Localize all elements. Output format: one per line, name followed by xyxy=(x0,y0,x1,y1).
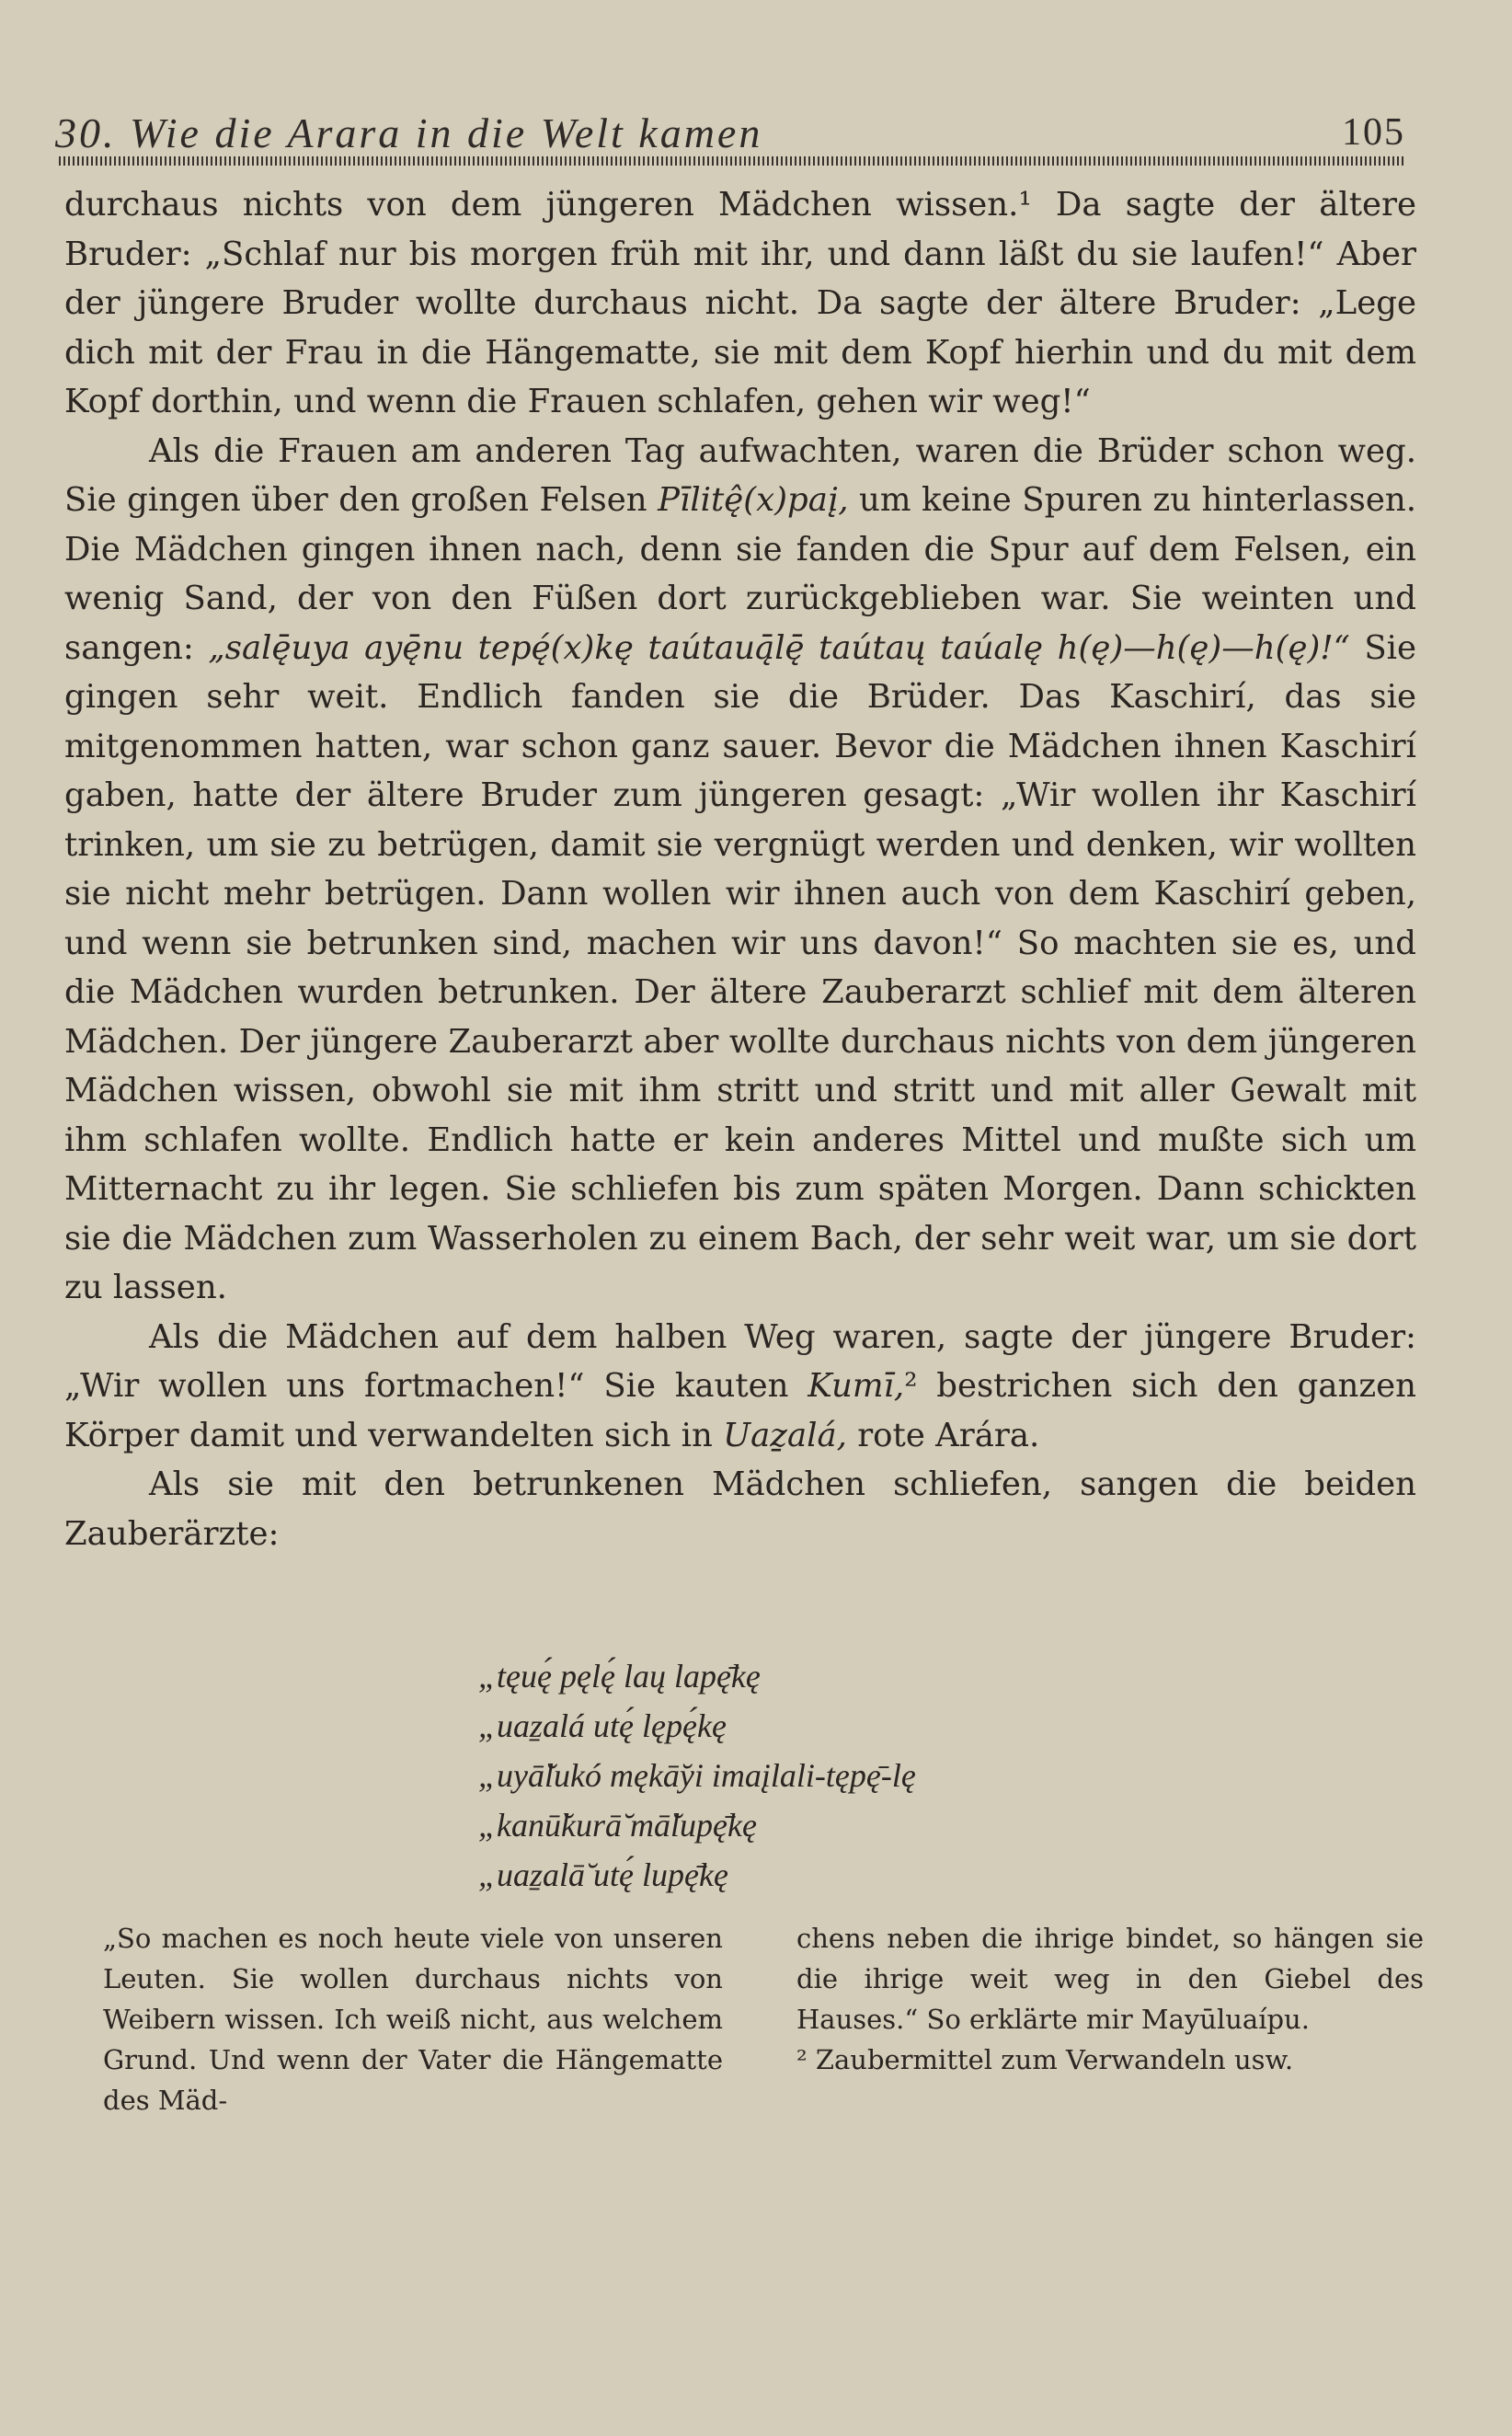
page-number: 105 xyxy=(1342,111,1405,154)
paragraph-2-text-a: Als die Frauen am anderen Tag aufwachten, waren die Brüder schon weg. Sie gingen über den großen Felsen xyxy=(64,431,1416,519)
footnote-1-part-1: „So machen es noch heute viele von unseren Leuten. Sie wollen durchaus nichts von Weibern wissen. Ich weiß nicht, aus welchem Grund. Und wenn der Vater die Hängematte des Mäd- xyxy=(103,1923,723,2116)
main-text xyxy=(64,180,1416,1558)
place-name: Pīlitę̂(x)paį, xyxy=(658,481,849,519)
sung-lament: „salę̄uya ayę̄nu tepę́(x)kę taútauą̄lę̄ taútaų taúalę h(ę)—h(ę)—h(ę)!“ xyxy=(208,628,1350,667)
term-uazala: Uaẕalá, xyxy=(723,1416,847,1454)
running-header xyxy=(55,109,1405,164)
header-rule xyxy=(59,156,1403,166)
footnote-1-part-2: chens neben die ihrige bindet, so hängen sie die ihrige weit weg in den Giebel des Hauses.“ So erklärte mir Mayūluaípu. xyxy=(796,1923,1424,2035)
song-line: „uaẕalā̆ utę́ lupę̄kę xyxy=(478,1856,728,1893)
footnote-2: ² Zaubermittel zum Verwandeln usw. xyxy=(796,2044,1294,2075)
paragraph-3-text-a: Als die Mädchen auf dem halben Weg waren, sagte der jüngere Bruder: „Wir wollen uns fortmachen!“ Sie kauten xyxy=(64,1317,1416,1405)
paragraph-3 xyxy=(64,1313,1416,1461)
song-verses xyxy=(478,1651,1214,1900)
chapter-title: 30. Wie die Arara in die Welt kamen xyxy=(55,109,763,156)
term-kumi: Kumī, xyxy=(808,1367,905,1405)
song-line: „tęuę́ pęlę́ laų lapę̄kę xyxy=(478,1658,761,1695)
song-line: „uyā̆lukó mękā̆yi imaįlali-tępę̄-lę xyxy=(478,1757,916,1794)
footnote-column-right xyxy=(796,1918,1424,2080)
song-line: „kanū̆kurā̆ mā̆lupę̄kę xyxy=(478,1807,757,1844)
paragraph-3-text-b: ² bestrichen sich den ganzen Körper damit und verwandelten sich in xyxy=(64,1367,1416,1454)
paragraph-2-text-c: Sie gingen sehr weit. Endlich fanden sie die Brüder. Das Kaschirí, das sie mitgenommen hatten, war schon ganz sauer. Bevor die Mädchen ihnen Kaschirí gaben, hatte der ältere Bruder zum jüngeren gesagt: „Wir wollen ihr Kaschirí trinken, um sie zu betrügen, damit sie vergnügt werden und denken, wir wollten sie nicht mehr betrügen. Dann wollen wir ihnen auch von dem Kaschirí geben, und wenn sie betrunken sind, machen wir uns davon!“ So machten sie es, und die Mädchen wurden betrunken. Der ältere Zauberarzt schlief mit dem älteren Mädchen. Der jüngere Zauberarzt aber wollte durchaus nichts von dem jüngeren Mädchen wissen, obwohl sie mit ihm stritt und stritt und mit aller Gewalt mit ihm schlafen wollte. Endlich hatte er kein anderes Mittel und mußte sich um Mitternacht zu ihr legen. Sie schliefen bis zum späten Morgen. Dann schickten sie die Mädchen zum Wasserholen zu einem Bach, der sehr weit war, um sie dort zu lassen. xyxy=(64,628,1416,1306)
paragraph-2-text-b: um keine Spuren zu hinterlassen. Die Mädchen gingen ihnen nach, denn sie fanden die Spur auf dem Felsen, ein wenig Sand, der von den Füßen dort zurückgeblieben war. Sie weinten und sangen: xyxy=(64,481,1416,667)
paragraph-3-text-c: rote Arára. xyxy=(846,1416,1040,1454)
paragraph-2 xyxy=(64,427,1416,1313)
paragraph-1: durchaus nichts von dem jüngeren Mädchen wissen.¹ Da sagte der ältere Bruder: „Schlaf nur bis morgen früh mit ihr, und dann läßt du sie laufen!“ Aber der jüngere Bruder wollte durchaus nicht. Da sagte der ältere Bruder: „Lege dich mit der Frau in die Hängematte, sie mit dem Kopf hierhin und du mit dem Kopf dorthin, und wenn die Frauen schlafen, gehen wir weg!“ xyxy=(64,186,1416,420)
song-line: „uaẕalá utę́ lępę́kę xyxy=(478,1707,727,1744)
paragraph-4: Als sie mit den betrunkenen Mädchen schliefen, sangen die beiden Zauberärzte: xyxy=(64,1465,1416,1553)
footnote-column-left xyxy=(103,1918,723,2120)
